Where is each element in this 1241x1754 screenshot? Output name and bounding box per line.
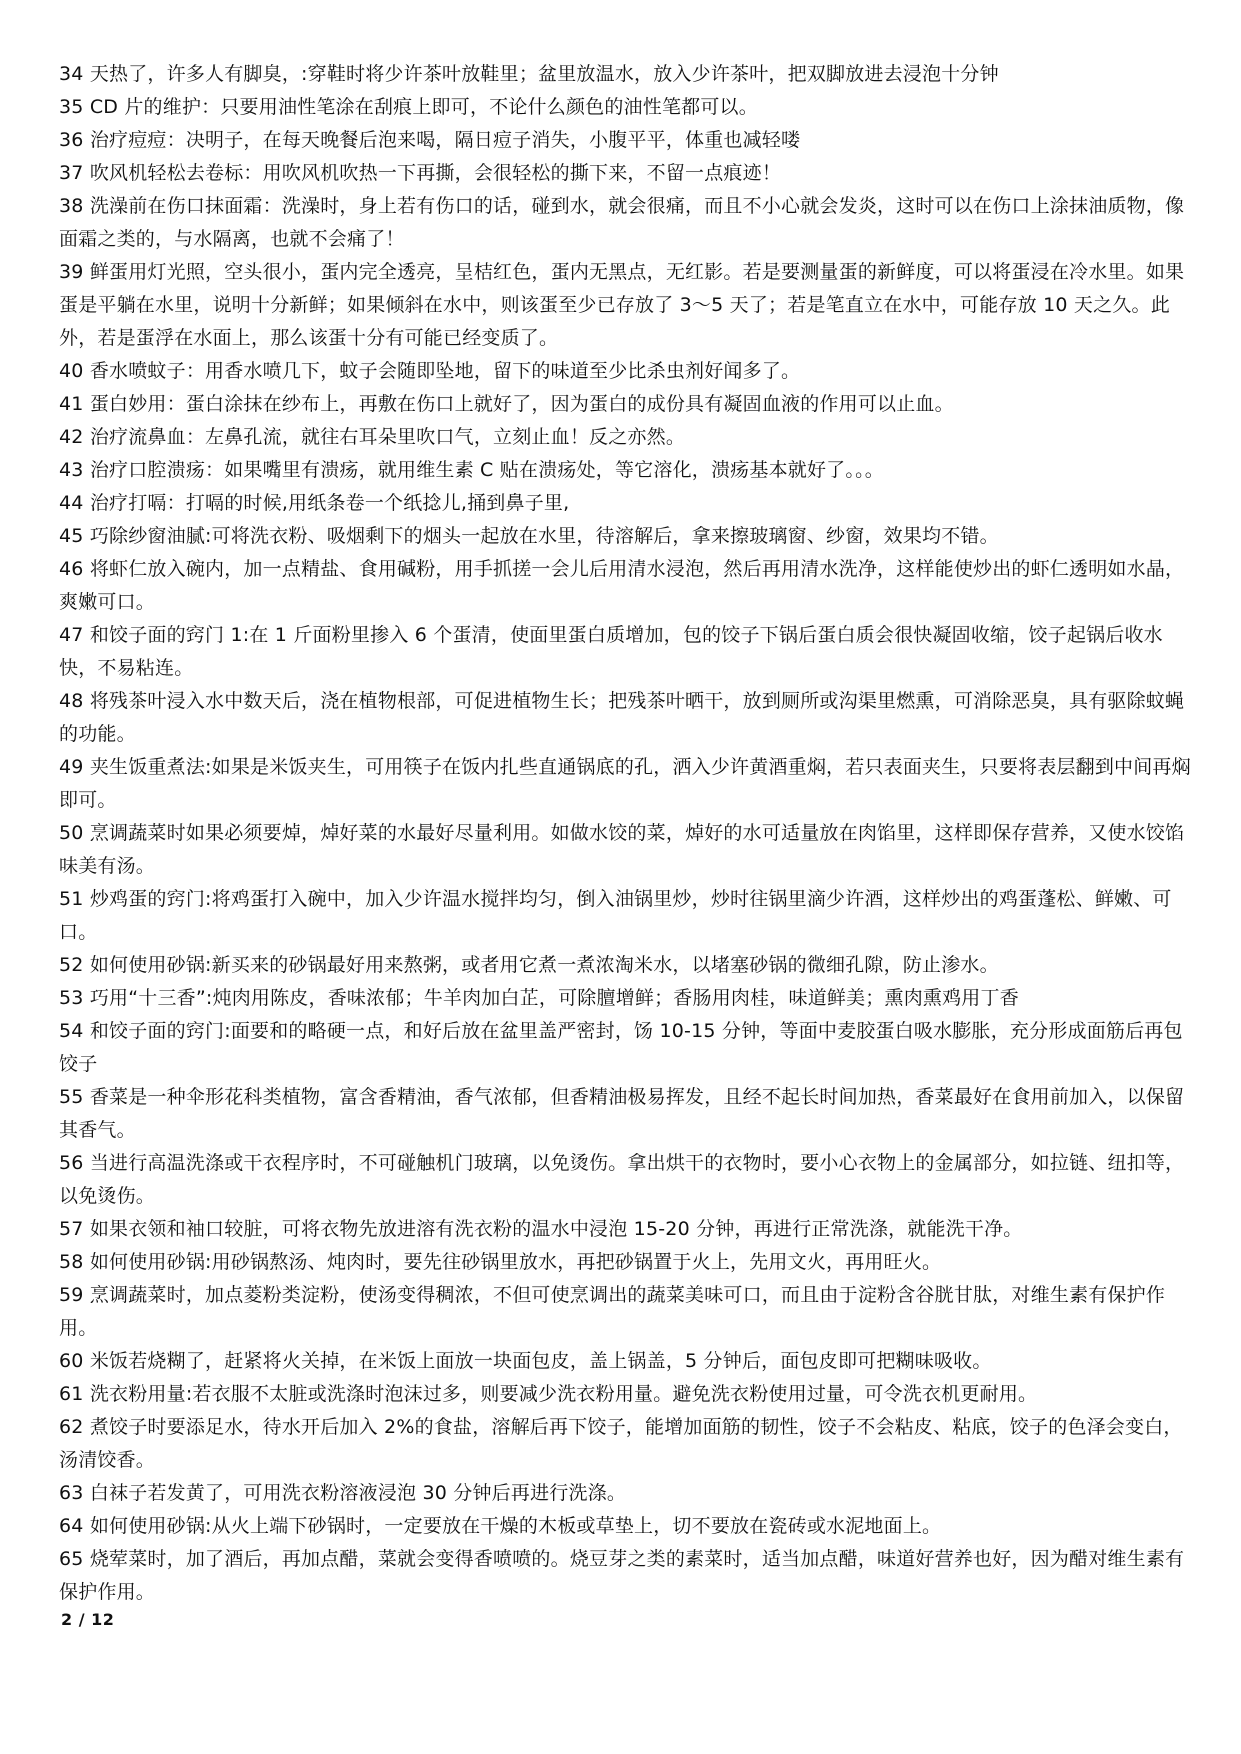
tip-item: 54 和饺子面的窍门:面要和的略硬一点，和好后放在盆里盖严密封，饧 10-15 分钟，等面中麦胶蛋白吸水膨胀，充分形成面筋后再包饺子 [59,1020,1183,1075]
tip-item: 46 将虾仁放入碗内，加一点精盐、食用碱粉，用手抓搓一会儿后用清水浸泡，然后再用清水洗净，这样能使炒出的虾仁透明如水晶，爽嫩可口。 [59,558,1185,613]
tip-item: 61 洗衣粉用量:若衣服不太脏或洗涤时泡沫过多，则要减少洗衣粉用量。避免洗衣粉使用过量，可令洗衣机更耐用。 [59,1383,1038,1405]
tip-item: 36 治疗痘痘：决明子，在每天晚餐后泡来喝，隔日痘子消失，小腹平平，体重也减轻喽 [59,129,801,151]
tip-item: 35 CD 片的维护：只要用油性笔涂在刮痕上即可，不论什么颜色的油性笔都可以。 [59,96,758,118]
tip-item: 50 烹调蔬菜时如果必须要焯，焯好菜的水最好尽量利用。如做水饺的菜，焯好的水可适量放在肉馅里，这样即保存营养，又使水饺馅味美有汤。 [59,822,1185,877]
tip-item: 62 煮饺子时要添足水，待水开后加入 2%的食盐，溶解后再下饺子，能增加面筋的韧性，饺子不会粘皮、粘底，饺子的色泽会变白，汤清饺香。 [59,1416,1183,1471]
tip-item: 44 治疗打嗝：打嗝的时候,用纸条卷一个纸捻儿,捅到鼻子里, [59,492,570,514]
tip-item: 49 夹生饭重煮法:如果是米饭夹生，可用筷子在饭内扎些直通锅底的孔，洒入少许黄酒重焖，若只表面夹生，只要将表层翻到中间再焖即可。 [59,756,1191,811]
tip-item: 41 蛋白妙用：蛋白涂抹在纱布上，再敷在伤口上就好了，因为蛋白的成份具有凝固血液的作用可以止血。 [59,393,954,415]
tip-item: 45 巧除纱窗油腻:可将洗衣粉、吸烟剩下的烟头一起放在水里，待溶解后，拿来擦玻璃窗、纱窗，效果均不错。 [59,525,999,547]
tip-item: 43 治疗口腔溃疡：如果嘴里有溃疡，就用维生素 C 贴在溃疡处，等它溶化，溃疡基本就好了。。。 [59,459,884,481]
tip-item: 55 香菜是一种伞形花科类植物，富含香精油，香气浓郁，但香精油极易挥发，且经不起长时间加热，香菜最好在食用前加入，以保留其香气。 [59,1086,1185,1141]
tip-item: 60 米饭若烧糊了，赶紧将火关掉，在米饭上面放一块面包皮，盖上锅盖，5 分钟后，面包皮即可把糊味吸收。 [59,1350,992,1372]
tip-item: 64 如何使用砂锅:从火上端下砂锅时，一定要放在干燥的木板或草垫上，切不要放在瓷砖或水泥地面上。 [59,1515,942,1537]
tip-item: 37 吹风机轻松去卷标：用吹风机吹热一下再撕，会很轻松的撕下来，不留一点痕迹！ [59,162,782,184]
tip-item: 40 香水喷蚊子：用香水喷几下，蚊子会随即坠地，留下的味道至少比杀虫剂好闻多了。 [59,360,801,382]
tip-item: 52 如何使用砂锅:新买来的砂锅最好用来熬粥，或者用它煮一煮浓淘米水，以堵塞砂锅的微细孔隙，防止渗水。 [59,954,999,976]
tip-item: 39 鲜蛋用灯光照，空头很小，蛋内完全透亮，呈桔红色，蛋内无黑点，无红影。若是要测量蛋的新鲜度，可以将蛋浸在冷水里。如果蛋是平躺在水里，说明十分新鲜；如果倾斜在水中，则该蛋至少已存放了 3～5 天了；若是笔直立在水中，可能存放 10 天之久。此外，若是蛋浮在水面上，那么该蛋十分有可能已经变质了。 [59,261,1185,349]
tip-item: 65 烧荤菜时，加了酒后，再加点醋，菜就会变得香喷喷的。烧豆芽之类的素菜时，适当加点醋，味道好营养也好，因为醋对维生素有保护作用。 [59,1548,1185,1603]
tip-item: 53 巧用“十三香”:炖肉用陈皮，香味浓郁；牛羊肉加白芷，可除膻增鲜；香肠用肉桂，味道鲜美；熏肉熏鸡用丁香 [59,987,1019,1009]
page-number: 2 / 12 [61,1610,115,1629]
tip-item: 38 洗澡前在伤口抹面霜：洗澡时，身上若有伤口的话，碰到水，就会很痛，而且不小心就会发炎，这时可以在伤口上涂抹油质物，像面霜之类的，与水隔离，也就不会痛了！ [59,195,1185,250]
tip-item: 58 如何使用砂锅:用砂锅熬汤、炖肉时，要先往砂锅里放水，再把砂锅置于火上，先用文火，再用旺火。 [59,1251,942,1273]
tip-item: 48 将残茶叶浸入水中数天后，浇在植物根部，可促进植物生长；把残茶叶晒干，放到厕所或沟渠里燃熏，可消除恶臭，具有驱除蚊蝇的功能。 [59,690,1185,745]
tip-item: 56 当进行高温洗涤或干衣程序时，不可碰触机门玻璃，以免烫伤。拿出烘干的衣物时，要小心衣物上的金属部分，如拉链、纽扣等，以免烫伤。 [59,1152,1185,1207]
tip-item: 59 烹调蔬菜时，加点菱粉类淀粉，使汤变得稠浓，不但可使烹调出的蔬菜美味可口，而且由于淀粉含谷胱甘肽，对维生素有保护作用。 [59,1284,1166,1339]
tips-list [59,58,1199,1609]
tip-item: 51 炒鸡蛋的窍门:将鸡蛋打入碗中，加入少许温水搅拌均匀，倒入油锅里炒，炒时往锅里滴少许酒，这样炒出的鸡蛋蓬松、鲜嫩、可口。 [59,888,1172,943]
tip-item: 34 天热了，许多人有脚臭，:穿鞋时将少许茶叶放鞋里；盆里放温水，放入少许茶叶，把双脚放进去浸泡十分钟 [59,63,999,85]
tip-item: 57 如果衣领和袖口较脏，可将衣物先放进溶有洗衣粉的温水中浸泡 15-20 分钟，再进行正常洗涤，就能洗干净。 [59,1218,1023,1240]
tip-item: 63 白袜子若发黄了，可用洗衣粉溶液浸泡 30 分钟后再进行洗涤。 [59,1482,627,1504]
tip-item: 42 治疗流鼻血：左鼻孔流，就往右耳朵里吹口气，立刻止血！反之亦然。 [59,426,686,448]
tip-item: 47 和饺子面的窍门 1:在 1 斤面粉里掺入 6 个蛋清，使面里蛋白质增加，包的饺子下锅后蛋白质会很快凝固收缩，饺子起锅后收水快，不易粘连。 [59,624,1163,679]
